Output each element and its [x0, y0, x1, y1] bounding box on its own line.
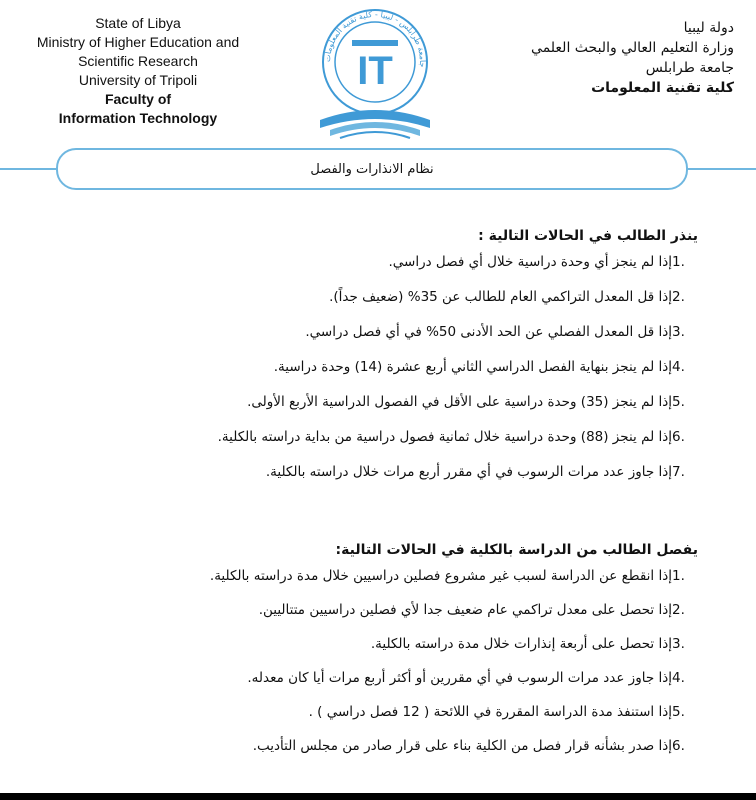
item-number: 7.: [672, 464, 685, 480]
item-text: إذا لم ينجز بنهاية الفصل الدراسي الثاني أربع عشرة (14) وحدة دراسية.: [273, 359, 672, 375]
item-text: إذا لم ينجز (88) وحدة دراسية خلال ثمانية فصول دراسية من بداية دراسته بالكلية.: [217, 429, 672, 445]
item-number: 1.: [672, 254, 685, 270]
warnings-title: ينذر الطالب في الحالات التالية :: [478, 228, 698, 244]
item-text: إذا صدر بشأنه قرار فصل من الكلية بناء على قرار صادر من مجلس التأديب.: [252, 738, 672, 754]
item-text: إذا جاوز عدد مرات الرسوب في أي مقررين أو أكثر أربع مرات أيا كان معدله.: [247, 670, 672, 686]
item-number: 1.: [672, 568, 685, 584]
list-item: [58, 357, 698, 392]
list-item: [58, 287, 698, 322]
list-item: [58, 736, 698, 770]
logo-ring-text: جامعة طرابلس - ليبيا - كلية تقنية المعلومات: [322, 9, 428, 68]
header-ar-line: وزارة التعليم العالي والبحث العلمي: [531, 40, 734, 56]
item-number: 3.: [672, 636, 685, 652]
list-item: [58, 462, 698, 497]
item-text: إذا قل المعدل الفصلي عن الحد الأدنى 50% في أي فصل دراسي.: [305, 324, 672, 340]
list-item: [58, 322, 698, 357]
item-number: 5.: [672, 704, 685, 720]
item-text: إذا تحصل على معدل تراكمي عام ضعيف جدا لأي فصلين دراسيين متتاليين.: [258, 602, 672, 618]
item-number: 3.: [672, 324, 685, 340]
faculty-label: Faculty of: [104, 91, 172, 107]
list-item: [58, 668, 698, 702]
logo-letters: IT: [357, 49, 393, 93]
dismissal-title: يفصل الطالب من الدراسة بالكلية في الحالات التالية:: [335, 542, 698, 558]
faculty-name-ar: كلية تقنية المعلومات: [591, 80, 734, 96]
item-text: إذا استنفذ مدة الدراسة المقررة في اللائحة ( 12 فصل دراسي ) .: [308, 704, 672, 720]
item-text: إذا انقطع عن الدراسة لسبب غير مشروع فصلين دراسيين خلال مدة دراسته بالكلية.: [209, 568, 672, 584]
document-title: نظام الانذارات والفصل: [310, 161, 434, 177]
list-item: [58, 252, 698, 287]
item-number: 4.: [672, 670, 685, 686]
item-text: إذا قل المعدل التراكمي العام للطالب عن 35% (ضعيف جداً).: [329, 289, 672, 305]
item-number: 5.: [672, 394, 685, 410]
list-item: [58, 427, 698, 462]
header-en-line: Ministry of Higher Education and: [36, 34, 240, 50]
warnings-section: [58, 226, 698, 497]
list-item: [58, 566, 698, 600]
university-logo: [300, 0, 450, 148]
header-en-line: Scientific Research: [78, 53, 198, 69]
list-item: [58, 634, 698, 668]
item-text: إذا لم ينجز (35) وحدة دراسية على الأقل في الفصول الدراسية الأربع الأولى.: [247, 394, 672, 410]
warnings-list: [58, 252, 698, 497]
item-text: إذا جاوز عدد مرات الرسوب في أي مقرر أربع مرات خلال دراسته بالكلية.: [265, 464, 672, 480]
document-title-banner: [56, 148, 688, 190]
list-item: [58, 392, 698, 427]
header-en-line: State of Libya: [95, 15, 181, 31]
header-ar-line: دولة ليبيا: [683, 20, 734, 36]
dismissal-section: [58, 540, 698, 770]
header-english: [18, 14, 258, 128]
header-ar-line: جامعة طرابلس: [645, 60, 734, 76]
item-number: 4.: [672, 359, 685, 375]
item-text: إذا لم ينجز أي وحدة دراسية خلال أي فصل دراسي.: [388, 254, 672, 270]
item-number: 2.: [672, 602, 685, 618]
item-text: إذا تحصل على أربعة إنذارات خلال مدة دراسته بالكلية.: [370, 636, 672, 652]
header-arabic: [474, 18, 734, 98]
list-item: [58, 702, 698, 736]
faculty-name: Information Technology: [58, 110, 218, 126]
bottom-edge-bar: [0, 793, 756, 800]
item-number: 2.: [672, 289, 685, 305]
dismissal-list: [58, 566, 698, 770]
list-item: [58, 600, 698, 634]
item-number: 6.: [672, 429, 685, 445]
item-number: 6.: [672, 738, 685, 754]
header-en-line: University of Tripoli: [78, 72, 198, 88]
